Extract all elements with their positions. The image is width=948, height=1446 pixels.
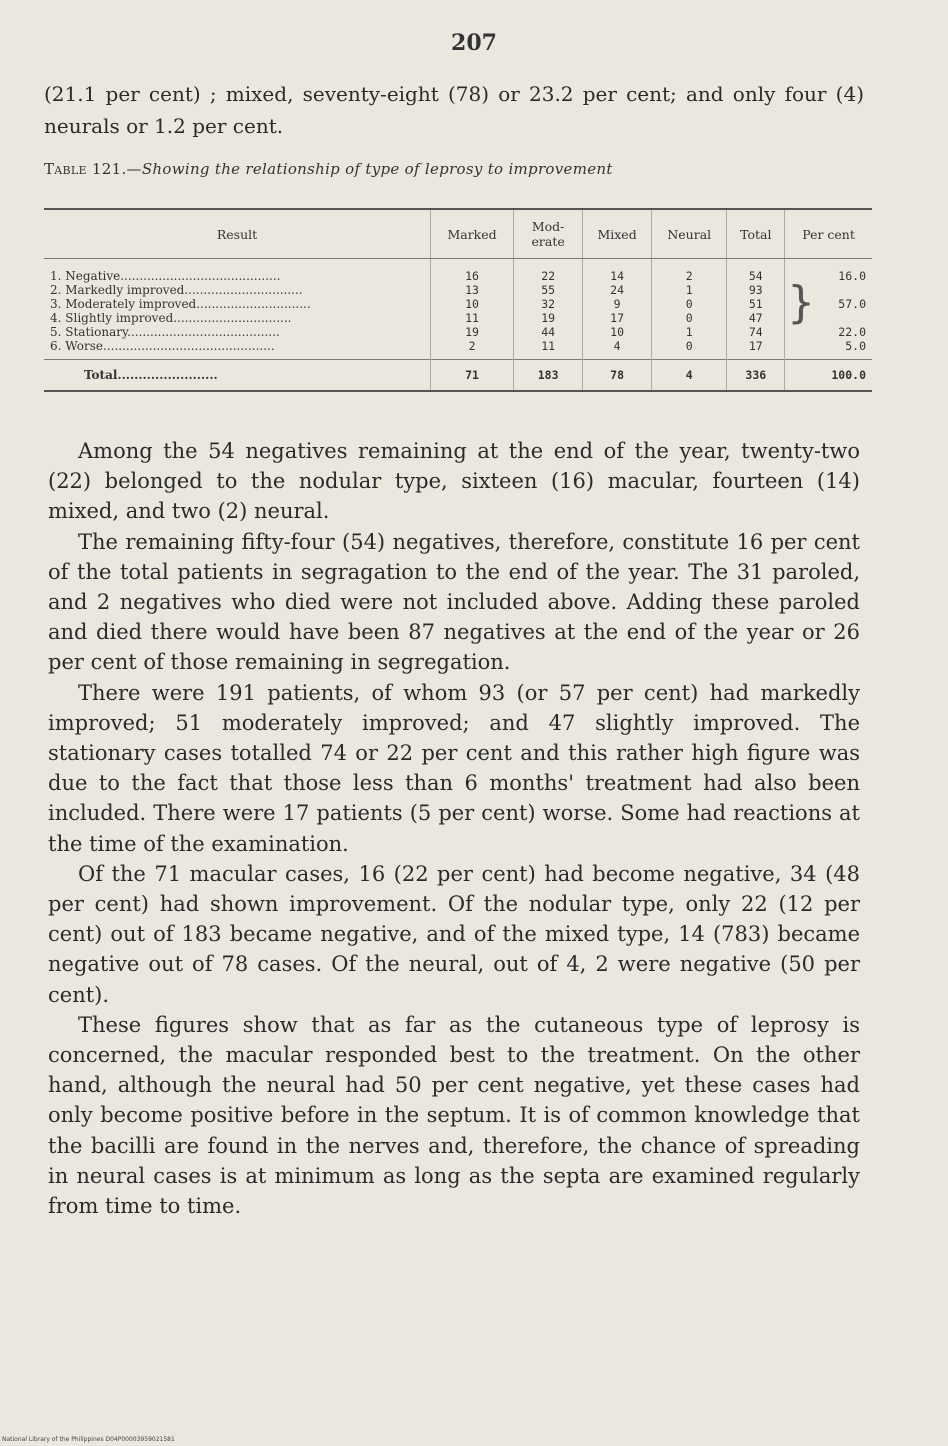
row-label: 4. Slightly improved............................... (50, 311, 292, 325)
total-value: 74 (748, 325, 763, 339)
moderate-value: 32 (541, 297, 556, 311)
header-result: Result (44, 209, 431, 259)
body-paragraph: There were 191 patients, of whom 93 (or 57 per cent) had markedly improved; 51 moderately improved; and 47 slightly improved. The stationary cases totalled 74 or 22 per cent and this rather high figure was due to the fact that those less than 6 months' treatment had also been included. There were 17 patients (5 per cent) worse. Some had reactions at the time of the examination. (48, 680, 860, 856)
neural-value: 0 (685, 297, 693, 311)
total-row-total: 336 (727, 360, 785, 392)
marked-values-cell (431, 259, 514, 360)
marked-value: 10 (465, 297, 479, 311)
total-row-moderate: 183 (514, 360, 583, 392)
table-caption (44, 160, 874, 178)
results-table-container (44, 208, 872, 414)
neural-value: 0 (685, 311, 693, 325)
total-row-neural: 4 (652, 360, 727, 392)
mixed-value: 17 (610, 311, 624, 325)
moderate-value: 11 (541, 339, 556, 353)
percent-values-cell (785, 259, 872, 360)
table-total-row (44, 360, 872, 392)
table-caption-title: —Showing the relationship of type of leprosy to improvement (126, 160, 613, 178)
total-value: 47 (748, 311, 763, 325)
moderate-value: 55 (541, 283, 556, 297)
moderate-value: 44 (541, 325, 556, 339)
total-value: 17 (748, 339, 763, 353)
body-text (48, 436, 860, 1221)
total-values-cell (727, 259, 785, 360)
grouping-brace: } (787, 277, 816, 328)
marked-value: 19 (465, 325, 479, 339)
total-row-label: Total........................ (44, 360, 431, 392)
body-paragraph: Among the 54 negatives remaining at the end of the year, twenty-two (22) belonged to the nodular type, sixteen (16) macular, fourteen (14) mixed, and two (2) neural. (48, 439, 860, 524)
header-total: Total (727, 209, 785, 259)
neural-value: 2 (685, 269, 693, 283)
header-mixed: Mixed (583, 209, 652, 259)
neural-value: 0 (685, 339, 693, 353)
percent-value: 16.0 (838, 269, 866, 283)
mixed-values-cell (583, 259, 652, 360)
header-percent: Per cent (785, 209, 872, 259)
marked-value: 2 (468, 339, 476, 353)
percent-value: 5.0 (845, 339, 866, 353)
neural-values-cell (652, 259, 727, 360)
marked-value: 13 (465, 283, 479, 297)
percent-value: 57.0 (838, 297, 866, 311)
moderate-value: 22 (541, 269, 556, 283)
footer-credit: National Library of the Philippines D04P00003959021581 (2, 1436, 175, 1443)
body-paragraph: The remaining fifty-four (54) negatives, therefore, constitute 16 per cent of the total patients in segragation to the end of the year. The 31 paroled, and 2 negatives who died were not included above. Adding these paroled and died there would have been 87 negatives at the end of the year or 26 per cent of those remaining in segregation. (48, 529, 860, 675)
row-label: 2. Markedly improved............................... (50, 283, 303, 297)
result-labels-cell (44, 259, 431, 360)
total-value: 93 (748, 283, 763, 297)
marked-value: 16 (465, 269, 479, 283)
moderate-values-cell (514, 259, 583, 360)
total-row-marked: 71 (431, 360, 514, 392)
total-row-percent: 100.0 (785, 360, 872, 392)
moderate-value: 19 (541, 311, 556, 325)
total-row-mixed: 78 (583, 360, 652, 392)
body-paragraph: These figures show that as far as the cutaneous type of leprosy is concerned, the macular responded best to the treatment. On the other hand, although the neural had 50 per cent negative, yet these cases had only become positive before in the septum. It is of common knowledge that the bacilli are found in the nerves and, therefore, the chance of spreading in neural cases is at minimum as long as the septa are examined regularly from time to time. (48, 1012, 860, 1219)
table-body-row (44, 259, 872, 360)
row-label: 6. Worse............................................. (50, 339, 275, 353)
total-value: 51 (748, 297, 763, 311)
mixed-value: 10 (610, 325, 624, 339)
row-label: 5. Stationary........................................ (50, 325, 280, 339)
marked-value: 11 (465, 311, 479, 325)
mixed-value: 24 (610, 283, 624, 297)
neural-value: 1 (685, 325, 693, 339)
header-marked: Marked (431, 209, 514, 259)
table-header-row (44, 209, 872, 259)
mixed-value: 9 (613, 297, 621, 311)
row-label: 3. Moderately improved.............................. (50, 297, 311, 311)
body-paragraph: Of the 71 macular cases, 16 (22 per cent) had become negative, 34 (48 per cent) had shown improvement. Of the nodular type, only 22 (12 per cent) out of 183 became negative, and of the mixed type, 14 (783) became negative out of 78 cases. Of the neural, out of 4, 2 were negative (50 per cent). (48, 861, 860, 1007)
mixed-value: 4 (613, 339, 621, 353)
table-caption-label: Table 121. (44, 160, 127, 178)
header-neural: Neural (652, 209, 727, 259)
header-moderate: Mod-erate (514, 209, 583, 259)
neural-value: 1 (685, 283, 693, 297)
row-label: 1. Negative.......................................... (50, 269, 281, 283)
mixed-value: 14 (610, 269, 624, 283)
percent-value: 22.0 (838, 325, 866, 339)
intro-paragraph: (21.1 per cent) ; mixed, seventy-eight (78) or 23.2 per cent; and only four (4) neurals or 1.2 per cent. (44, 82, 864, 138)
results-table (44, 208, 872, 392)
page-number: 207 (451, 30, 497, 56)
total-value: 54 (748, 269, 763, 283)
